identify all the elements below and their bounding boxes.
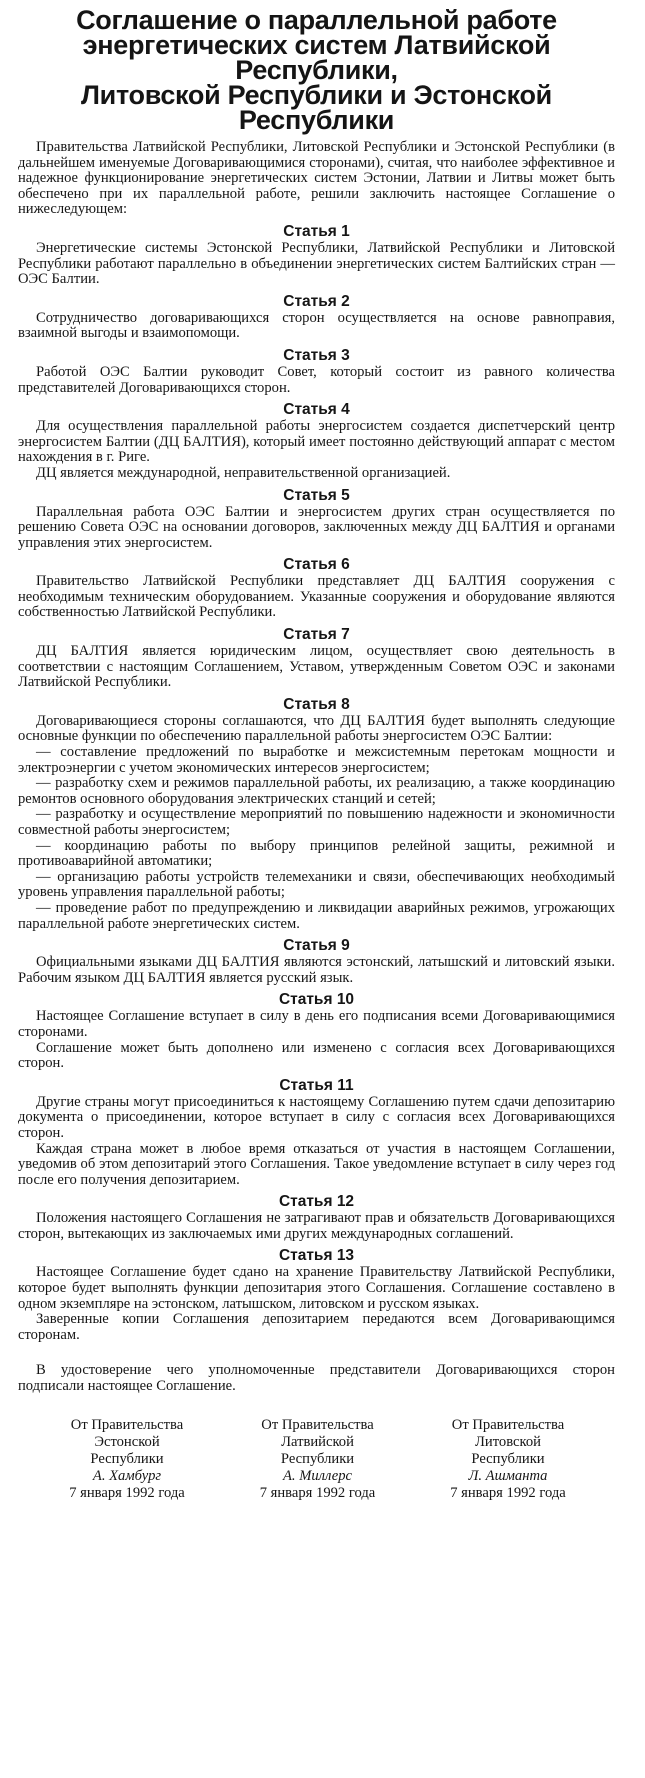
article-paragraph: Заверенные копии Соглашения депозитарием передаются всем Договаривающимся сторонам. [18,1311,615,1343]
article-4 [18,401,615,481]
preamble: Правительства Латвийской Республики, Литовской Республики и Эстонской Республики (в дальнейшем именуемые Договаривающимися сторонами), считая, что наиболее эффективное и надежное функционирование энергетических систем Эстонии, Латвии и Литвы может быть обеспечено при их параллельной работе, решили заключить настоящее Соглашение о нижеследующем: [18,139,615,218]
article-heading: Статья 5 [283,486,350,504]
list-item: — разработку и осуществление мероприятий по повышению надежности и экономичности совместной работы энергосистем; [18,806,615,838]
article-heading: Статья 3 [283,346,350,364]
article-3 [18,347,615,396]
article-12 [18,1193,615,1242]
title-line: Соглашение о параллельной работе [76,5,557,35]
signatory-date: 7 января 1992 года [69,1484,185,1501]
article-paragraph: Положения настоящего Соглашения не затрагивают прав и обязательств Договаривающихся сторон, вытекающих из заключаемых ими других международных соглашений. [18,1210,615,1242]
article-13 [18,1247,615,1343]
article-heading: Статья 8 [283,695,350,713]
article-8 [18,696,615,932]
article-11 [18,1077,615,1189]
article-5 [18,487,615,552]
signatory-name: А. Миллерс [282,1467,352,1484]
list-item: — проведение работ по предупреждению и ликвидации аварийных режимов, угрожающих параллельной работе энергетических систем. [18,899,615,932]
closing-statement: В удостоверение чего уполномоченные представители Договаривающихся сторон подписали настоящее Соглашение. [18,1362,615,1395]
signatory-from: От Правительства [451,1416,565,1433]
article-10 [18,991,615,1071]
article-paragraph: Настоящее Соглашение будет сдано на хранение Правительству Латвийской Республики, которое будет выполнять функции депозитария этого Соглашения. Соглашение составлено в одном экземпляре на эстонском, латышском, литовском и русском языках. [18,1264,615,1312]
article-1 [18,223,615,288]
signatory-from: От Правительства [261,1416,374,1433]
article-paragraph: ДЦ является международной, неправительственной организацией. [36,464,451,481]
article-paragraph: Энергетические системы Эстонской Республики, Латвийской Республики и Литовской Республики работают параллельно в объединении энергетических систем Балтийских стран — ОЭС Балтии. [18,239,615,288]
list-item: — разработку схем и режимов параллельной работы, их реализацию, а также координацию ремонтов основного оборудования электрических станций и сетей; [18,775,615,807]
article-6 [18,556,615,621]
title-line: Литовской Республики и Эстонской Республики [81,80,552,135]
list-item: — организацию работы устройств телемеханики и связи, обеспечивающих необходимый уровень управления параллельной работы; [18,868,615,901]
signatory-latvia [233,1417,403,1502]
list-item: — составление предложений по выработке и межсистемным перетокам мощности и электроэнергии с учетом экономических интересов энергосистем; [18,744,615,776]
signatory-name: А. Хамбург [92,1467,162,1484]
article-paragraph: Официальными языками ДЦ БАЛТИЯ являются эстонский, латышский и литовский языки. Рабочим языком ДЦ БАЛТИЯ является русский язык. [18,954,615,986]
article-7 [18,626,615,691]
signatures-block [18,1417,615,1502]
article-paragraph: Правительство Латвийской Республики представляет ДЦ БАЛТИЯ сооружения с необходимым техническим оборудованием. Указанные сооружения и оборудование являются собственностью Латвийской Республики. [18,573,615,621]
signatory-lithuania [423,1417,593,1502]
functions-list [18,745,615,932]
title-line: энергетических систем Латвийской Республики, [82,30,551,85]
signatory-date: 7 января 1992 года [450,1484,566,1501]
article-paragraph: Сотрудничество договаривающихся сторон осуществляется на основе равноправия, взаимной выгоды и взаимопомощи. [18,309,615,342]
article-9 [18,937,615,986]
signatory-from: От Правительства [70,1416,184,1433]
signatory-estonia [42,1417,212,1502]
article-2 [18,293,615,342]
article-paragraph: Настоящее Соглашение вступает в силу в день его подписания всеми Договаривающимися сторонами. [18,1008,615,1040]
signatory-country: Литовской [475,1433,541,1450]
article-paragraph: Работой ОЭС Балтии руководит Совет, который состоит из равного количества представителей Договаривающихся сторон. [18,363,615,396]
article-paragraph: Каждая страна может в любое время отказаться от участия в настоящем Соглашении, уведомив об этом депозитарий этого Соглашения. Такое уведомление вступает в силу через год после его получения депозитарием. [18,1140,615,1188]
article-heading: Статья 4 [283,401,350,419]
article-paragraph: Параллельная работа ОЭС Балтии и энергосистем других стран осуществляется по решению Совета ОЭС на основании договоров, заключенных между ДЦ БАЛТИЯ и органами управления этих энергосистем. [18,503,615,551]
article-heading: Статья 11 [279,1076,354,1094]
article-paragraph: Соглашение может быть дополнено или изменено с согласия всех Договаривающихся сторон. [18,1039,615,1072]
document-title [18,5,615,135]
article-heading: Статья 10 [278,991,355,1009]
article-paragraph: Договаривающиеся стороны соглашаются, что ДЦ БАЛТИЯ будет выполнять следующие основные функции по обеспечению параллельной работы энергосистем ОЭС Балтии: [18,712,615,745]
list-item: — координацию работы по выбору принципов релейной защиты, режимной и противоаварийной автоматики; [18,837,615,870]
signatory-country: Латвийской [281,1433,354,1450]
signatory-republic: Республики [471,1450,545,1467]
article-heading: Статья 6 [283,556,350,574]
signatory-name: Л. Ашманта [468,1467,548,1484]
article-heading: Статья 2 [283,292,350,310]
article-paragraph: Для осуществления параллельной работы энергосистем создается диспетчерский центр энергосистем Балтии (ДЦ БАЛТИЯ), который имеет постоянно действующий аппарат с местом нахождения в г. Риге. [18,418,615,466]
article-heading: Статья 7 [283,626,350,644]
signatory-date: 7 января 1992 года [259,1484,376,1501]
article-paragraph: ДЦ БАЛТИЯ является юридическим лицом, осуществляет свою деятельность в соответствии с настоящим Соглашением, Уставом, утвержденным Советом ОЭС и законами Латвийской Республики. [18,643,615,691]
article-heading: Статья 12 [278,1193,355,1211]
article-paragraph: Другие страны могут присоединиться к настоящему Соглашению путем сдачи депозитарию документа о присоединении, которое вступает в силу с согласия всех Договаривающихся сторон. [18,1093,615,1141]
signatory-country: Эстонской [94,1433,160,1450]
signatory-republic: Республики [280,1450,355,1467]
article-heading: Статья 1 [283,222,350,240]
signatory-republic: Республики [90,1450,164,1467]
article-heading: Статья 9 [283,937,350,955]
article-heading: Статья 13 [278,1247,355,1265]
